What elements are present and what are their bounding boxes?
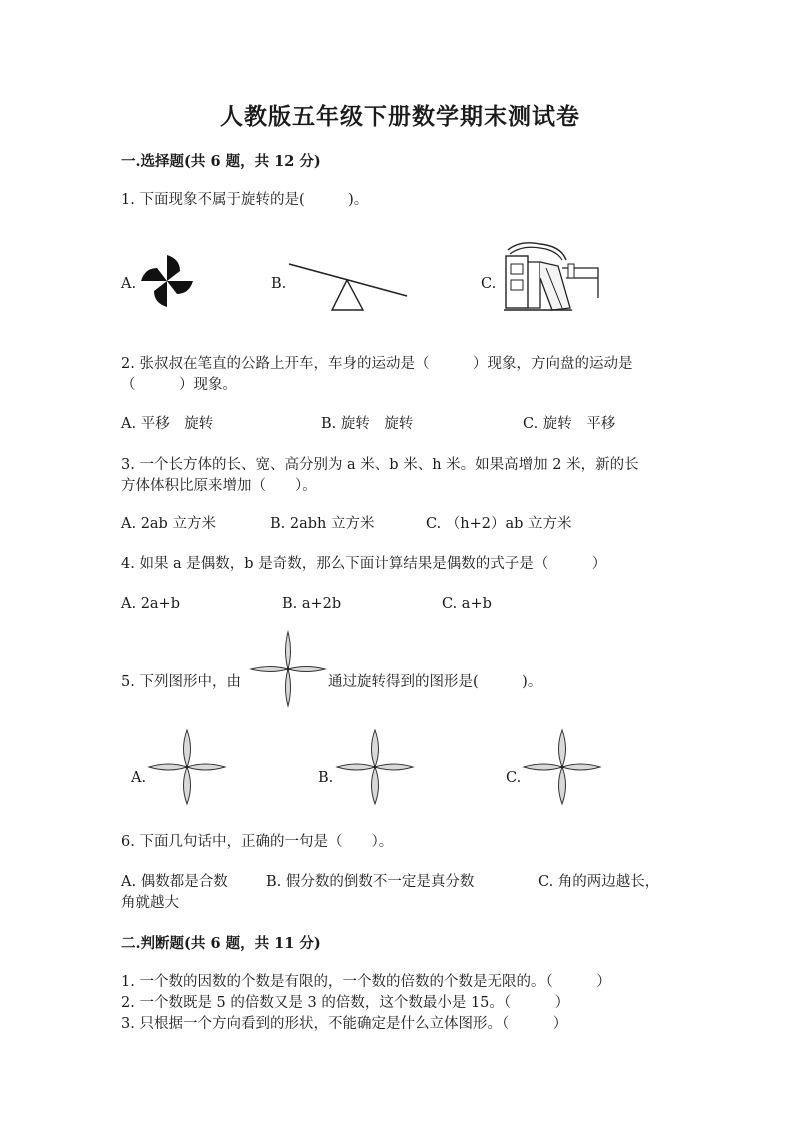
judgement-item-1: 1. 一个数的因数的个数是有限的，一个数的倍数的个数是无限的。（ ） [121,974,611,990]
section-heading-choice: 一.选择题(共 6 题，共 12 分) [121,153,321,170]
q4-option-a: A. 2a+b [121,596,180,612]
q3-option-b: B. 2abh 立方米 [270,516,375,532]
q1-option-a-label: A. [121,276,137,292]
question-5-stem-after: 通过旋转得到的图形是( )。 [328,674,543,690]
flower-original-icon [249,630,327,708]
q4-option-c: C. a+b [442,596,492,612]
judgement-item-3: 3. 只根据一个方向看到的形状，不能确定是什么立体图形。（ ） [121,1016,568,1032]
question-2-stem-line1: 2. 张叔叔在笔直的公路上开车，车身的运动是（ ）现象，方向盘的运动是 [121,356,633,372]
q3-option-a: A. 2ab 立方米 [121,516,216,532]
flower-option-b-icon [335,728,415,806]
q5-option-a-label: A. [131,770,147,786]
judgement-item-2: 2. 一个数既是 5 的倍数又是 3 的倍数，这个数最小是 15。（ ） [121,995,570,1011]
q6-option-c-line1: C. 角的两边越长， [538,874,660,890]
question-3-stem-line2: 方体体积比原来增加（ ）。 [121,478,317,494]
question-5-stem-before: 5. 下列图形中，由 [121,674,241,690]
pinwheel-icon [138,252,196,310]
question-3-stem-line1: 3. 一个长方体的长、宽、高分别为 a 米、b 米、h 米。如果高增加 2 米，新的长 [121,457,639,473]
q5-option-b-label: B. [318,770,334,786]
slide-icon [500,238,605,313]
q2-option-c: C. 旋转 平移 [523,416,616,432]
page-title: 人教版五年级下册数学期末测试卷 [220,103,580,130]
q1-option-b-label: B. [271,276,287,292]
q5-option-c-label: C. [506,770,522,786]
q2-option-b: B. 旋转 旋转 [321,416,414,432]
q6-option-c-line2: 角就越大 [121,895,179,911]
q2-option-a: A. 平移 旋转 [121,416,214,432]
q4-option-b: B. a+2b [282,596,342,612]
question-2-stem-line2: （ ）现象。 [121,377,237,393]
seesaw-icon [287,258,412,313]
q3-option-c: C. （h+2）ab 立方米 [426,516,572,532]
q6-option-b: B. 假分数的倒数不一定是真分数 [266,874,475,890]
flower-option-a-icon [147,728,227,806]
question-6-stem: 6. 下面几句话中，正确的一句是（ ）。 [121,834,394,850]
question-4-stem: 4. 如果 a 是偶数，b 是奇数，那么下面计算结果是偶数的式子是（ ） [121,556,607,572]
flower-option-c-icon [522,728,602,806]
section-heading-judgement: 二.判断题(共 6 题，共 11 分) [121,935,321,952]
question-1-stem: 1. 下面现象不属于旋转的是( )。 [121,192,369,208]
q6-option-a: A. 偶数都是合数 [121,874,228,890]
q1-option-c-label: C. [481,276,497,292]
